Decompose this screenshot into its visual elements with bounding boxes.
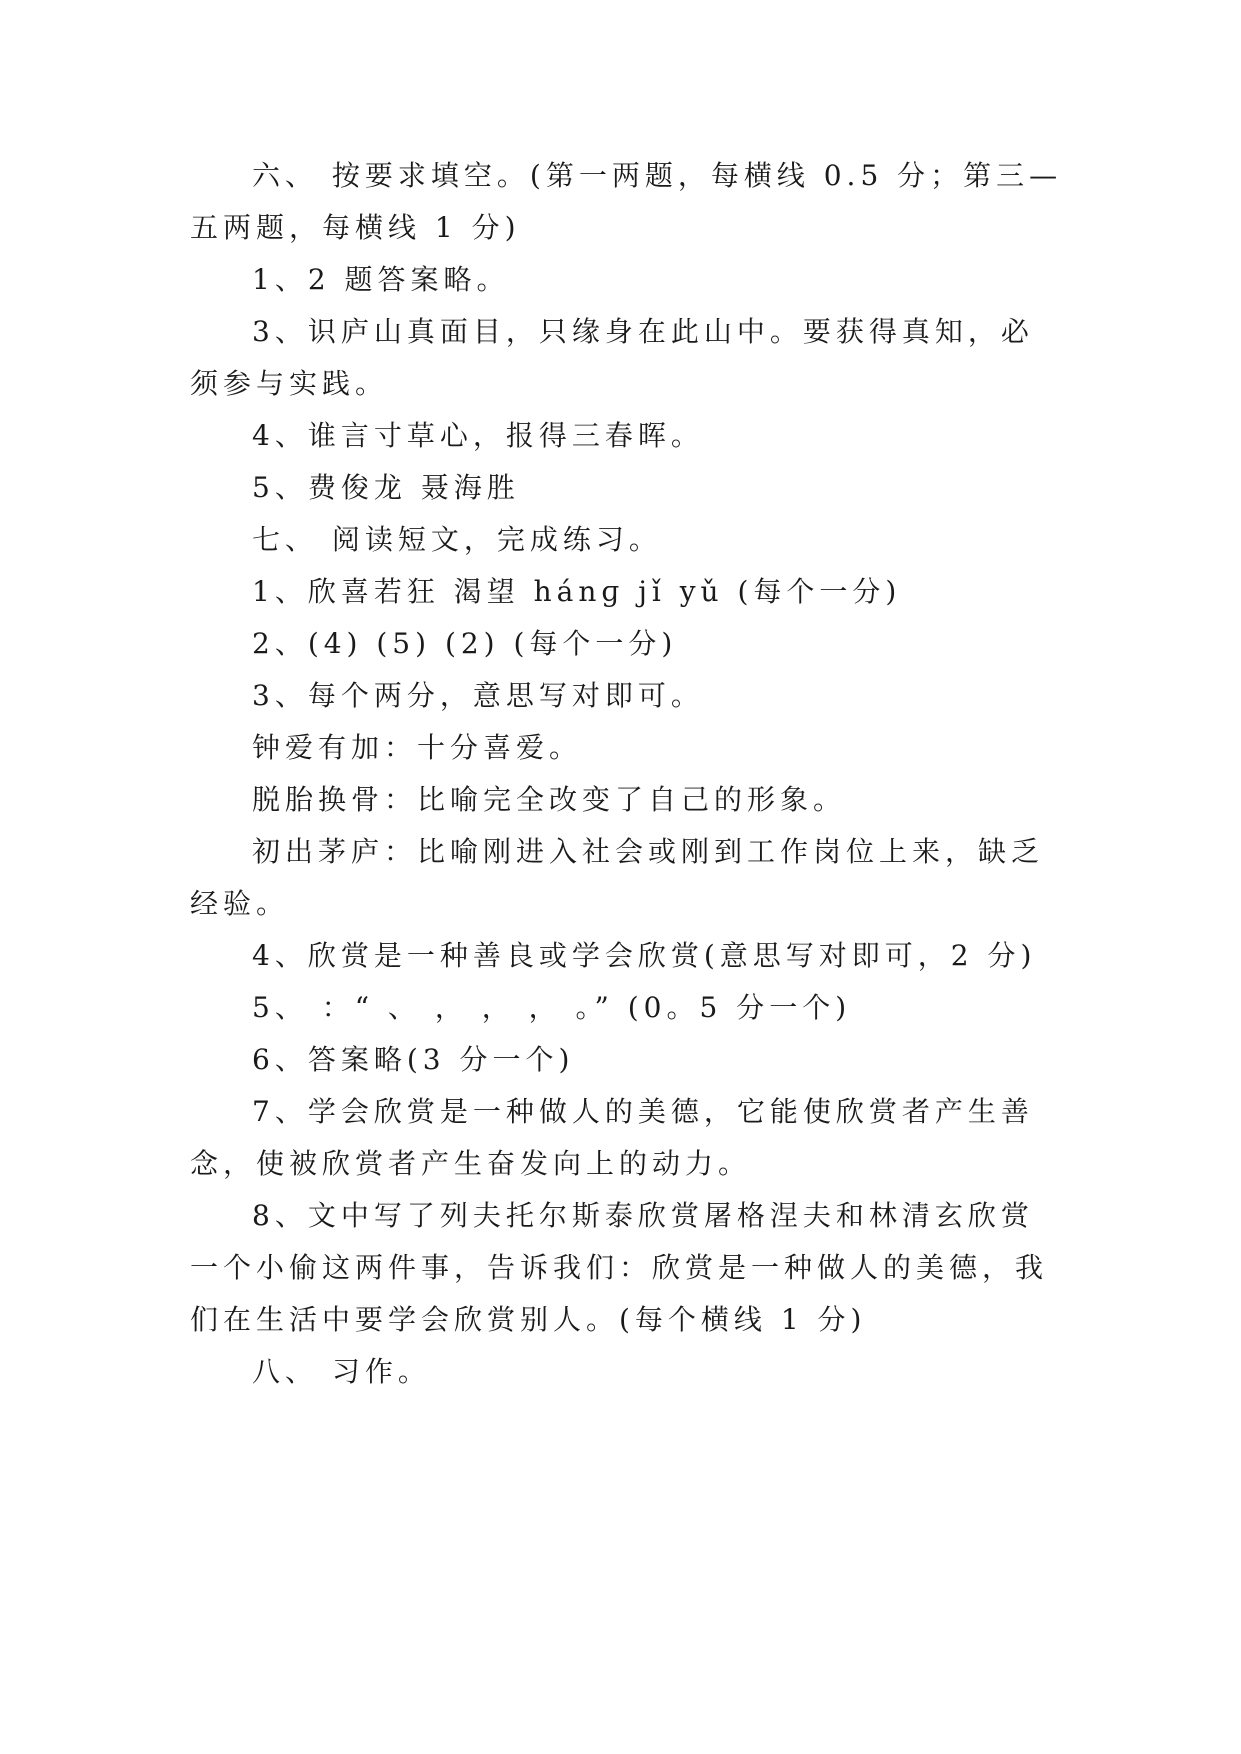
answer-line: 初出茅庐：比喻刚进入社会或刚到工作岗位上来，缺乏 [252,835,1045,868]
answer-line: 1、2 题答案略。 [252,263,510,296]
answer-line: 4、谁言寸草心，报得三春晖。 [252,419,704,452]
section-eight-heading: 八、 习作。 [252,1355,431,1388]
section-six-heading-cont: 五两题，每横线 1 分) [190,211,521,244]
answer-line: 5、费俊龙 聂海胜 [252,471,520,504]
answer-line-cont: 经验。 [190,887,290,920]
answer-line: 脱胎换骨：比喻完全改变了自己的形象。 [252,783,847,816]
answer-line: 钟爱有加：十分喜爱。 [252,731,583,764]
answer-line: 5、 ：“ 、 ， ， ， 。” (0。5 分一个) [252,991,852,1024]
section-seven-heading: 七、 阅读短文，完成练习。 [252,523,662,556]
answer-line: 3、识庐山真面目，只缘身在此山中。要获得真知，必 [252,315,1034,348]
answer-line: 6、答案略(3 分一个) [252,1043,575,1076]
answer-line-cont: 念，使被欣赏者产生奋发向上的动力。 [190,1147,752,1180]
answer-line: 4、欣赏是一种善良或学会欣赏(意思写对即可，2 分) [252,939,1037,972]
answer-line: 2、(4) (5) (2) (每个一分) [252,627,678,660]
answer-line: 1、欣喜若狂 渴望 hánɡ jǐ yǔ (每个一分) [252,575,902,608]
answer-line: 7、学会欣赏是一种做人的美德，它能使欣赏者产生善 [252,1095,1034,1128]
answer-line-cont: 须参与实践。 [190,367,389,400]
answer-line-cont: 一个小偷这两件事，告诉我们：欣赏是一种做人的美德，我 [190,1251,1049,1284]
answer-line: 8、文中写了列夫托尔斯泰欣赏屠格涅夫和林清玄欣赏 [252,1199,1034,1232]
section-six-heading: 六、 按要求填空。(第一两题，每横线 0.5 分；第三— [252,159,1063,192]
answer-line-cont: 们在生活中要学会欣赏别人。(每个横线 1 分) [190,1303,867,1336]
answer-line: 3、每个两分，意思写对即可。 [252,679,704,712]
